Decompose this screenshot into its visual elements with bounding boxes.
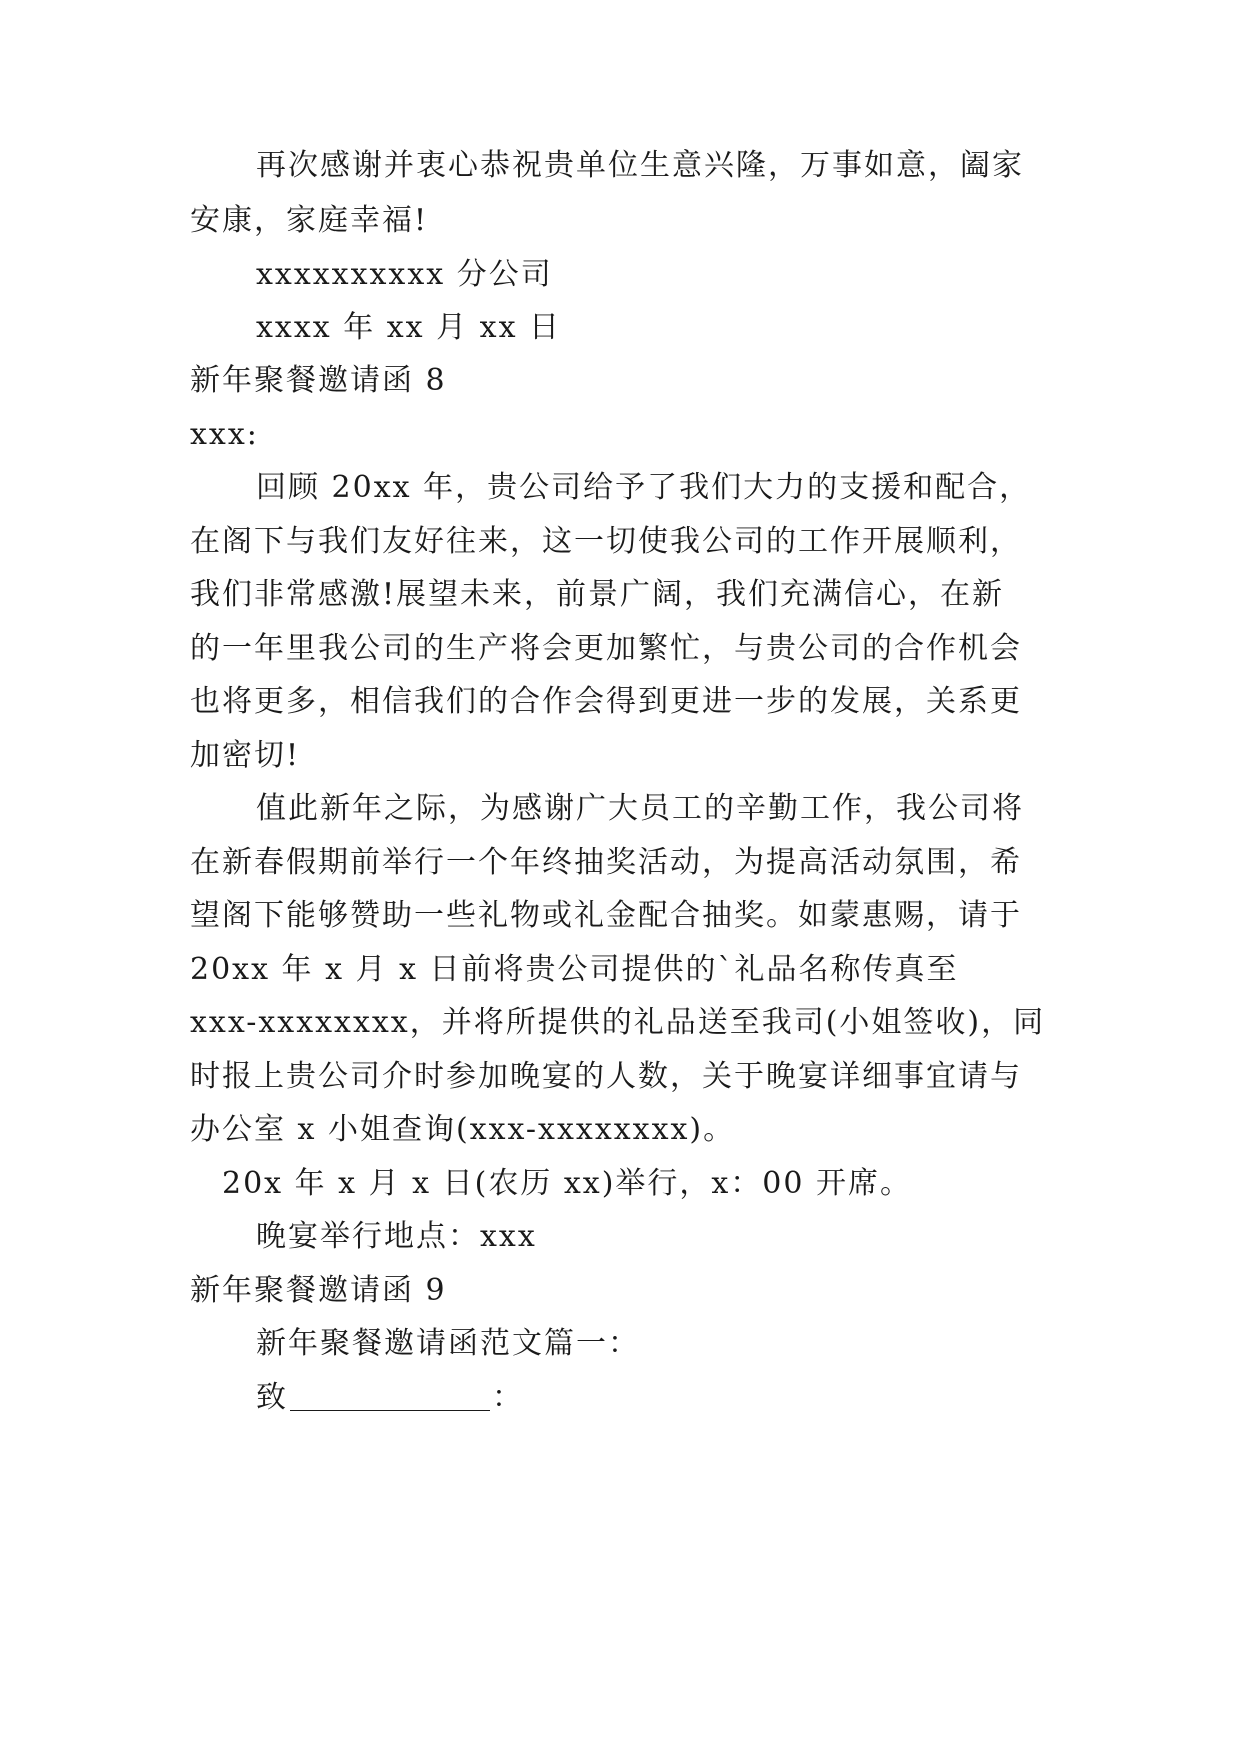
recipient-suffix: ： <box>492 1380 524 1415</box>
para2-line-5: xxx-xxxxxxxx，并将所提供的礼品送至我司(小姐签收)，同 <box>190 1005 1046 1040</box>
para1-line-6: 加密切! <box>190 738 301 773</box>
para1-line-1: 回顾 20xx 年，贵公司给予了我们大力的支援和配合， <box>256 470 1032 505</box>
recipient-prefix: 致 <box>256 1380 288 1415</box>
closing-line-1: 再次感谢并衷心恭祝贵单位生意兴隆，万事如意，阖家 <box>256 148 1024 183</box>
section-9-recipient-line <box>256 1378 1136 1418</box>
para2-line-4: 20xx 年 x 月 x 日前将贵公司提供的`礼品名称传真至 <box>190 952 959 987</box>
closing-date: xxxx 年 xx 月 xx 日 <box>256 310 562 345</box>
para1-line-5: 也将更多，相信我们的合作会得到更进一步的发展，关系更 <box>190 684 1022 719</box>
section-8-title: 新年聚餐邀请函 8 <box>190 363 447 398</box>
recipient-blank <box>290 1380 490 1411</box>
para2-line-3: 望阁下能够赞助一些礼物或礼金配合抽奖。如蒙惠赐，请于 <box>190 898 1022 933</box>
para2-line-2: 在新春假期前举行一个年终抽奖活动，为提高活动氛围，希 <box>190 845 1022 880</box>
para2-line-6: 时报上贵公司介时参加晚宴的人数，关于晚宴详细事宜请与 <box>190 1059 1022 1094</box>
para1-line-4: 的一年里我公司的生产将会更加繁忙，与贵公司的合作机会 <box>190 631 1022 666</box>
venue-line: 晚宴举行地点：xxx <box>256 1219 537 1254</box>
para2-line-7: 办公室 x 小姐查询(xxx-xxxxxxxx)。 <box>190 1112 736 1147</box>
section-8-salutation: xxx: <box>190 417 259 452</box>
para1-line-3: 我们非常感激!展望未来，前景广阔，我们充满信心，在新 <box>190 577 1005 612</box>
para2-line-1: 值此新年之际，为感谢广大员工的辛勤工作，我公司将 <box>256 791 1024 826</box>
para1-line-2: 在阁下与我们友好往来，这一切使我公司的工作开展顺利， <box>190 524 1022 559</box>
closing-company: xxxxxxxxxx 分公司 <box>256 257 553 292</box>
section-9-title: 新年聚餐邀请函 9 <box>190 1273 447 1308</box>
time-line: 20x 年 x 月 x 日(农历 xx)举行，x：00 开席。 <box>222 1166 913 1201</box>
section-9-subtitle: 新年聚餐邀请函范文篇一： <box>256 1326 640 1361</box>
closing-line-2: 安康，家庭幸福! <box>190 203 429 238</box>
